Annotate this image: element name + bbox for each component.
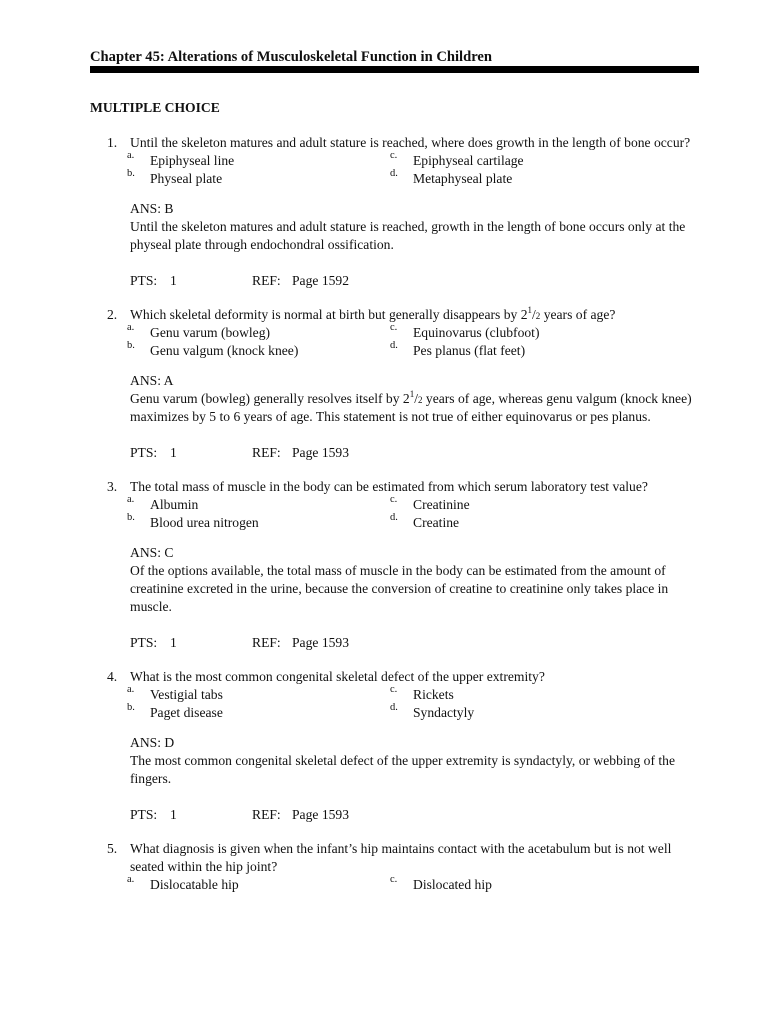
answer-block [0,734,700,788]
reference-value: Page 1592 [292,273,350,288]
option-a [127,874,380,894]
points-reference-row [130,634,768,652]
reference-value: Page 1593 [292,445,350,460]
option-a [127,684,380,704]
question-number: 3. [107,479,118,494]
question-text-end: years of age? [540,307,616,322]
option-text: Genu varum (bowleg) [150,325,271,340]
option-b [127,512,380,532]
fraction-numerator: 1 [409,389,415,399]
option-c [390,150,643,170]
points-label: PTS: [130,807,158,822]
points-reference-row [130,272,768,290]
option-letter: a. [127,494,135,505]
option-letter: a. [127,150,135,161]
question-3 [0,478,768,652]
question-1 [0,134,768,290]
option-letter: b. [127,340,135,351]
points-label: PTS: [130,635,158,650]
option-text: Albumin [150,497,199,512]
points-reference-row [130,806,768,824]
answer-block [0,200,700,254]
question-text: What is the most common congenital skeletal defect of the upper extremity? [130,669,545,684]
question-number: 2. [107,307,118,322]
question-text: Until the skeleton matures and adult stature is reached, where does growth in the length of bone occur? [130,135,691,150]
answer-key: ANS: B [130,201,174,216]
chapter-title: Chapter 45: Alterations of Musculoskeletal Function in Children [90,49,493,65]
reference-value: Page 1593 [292,807,350,822]
reference-label: REF: [252,273,281,288]
option-b [127,340,380,360]
option-c [390,494,643,514]
option-a [127,150,380,170]
option-letter: d. [390,168,398,179]
question-number: 5. [107,841,118,856]
option-text: Physeal plate [150,171,223,186]
option-letter: b. [127,702,135,713]
option-letter: c. [390,150,398,161]
points-label: PTS: [130,445,158,460]
fraction-slash: / [414,391,419,406]
option-text: Rickets [413,687,454,702]
option-d [390,168,643,188]
option-a [127,322,380,342]
answer-key: ANS: A [130,373,174,388]
rationale: Of the options available, the total mass of muscle in the body can be estimated from the amount of creatinine excreted in the urine, because the conversion of creatine to creatinine only takes place in muscle. [130,563,669,614]
question-text: What diagnosis is given when the infant’s hip maintains contact with the acetabulum but is not well seated within the hip joint? [130,841,672,874]
option-c [390,322,643,342]
question-stem [0,668,700,686]
option-text: Dislocatable hip [150,877,239,892]
answer-key: ANS: C [130,545,174,560]
option-letter: b. [127,168,135,179]
rationale: Until the skeleton matures and adult stature is reached, growth in the length of bone occurs only at the physeal plate through endochondral ossification. [130,219,686,252]
option-letter: c. [390,322,398,333]
option-letter: b. [127,512,135,523]
option-b [127,702,380,722]
option-text: Creatine [413,515,460,530]
answer-options [127,684,700,722]
reference-value: Page 1593 [292,635,350,650]
option-text: Pes planus (flat feet) [413,343,526,358]
section-title: MULTIPLE CHOICE [90,100,220,115]
option-d [390,702,643,722]
option-text: Blood urea nitrogen [150,515,259,530]
option-text: Epiphyseal line [150,153,235,168]
answer-options [127,150,700,188]
option-text: Epiphyseal cartilage [413,153,524,168]
option-c [390,684,643,704]
points-value: 1 [170,273,177,288]
option-d [390,512,643,532]
rationale: Genu varum (bowleg) generally resolves itself by 2 [130,391,410,406]
fraction-numerator: 1 [527,305,533,315]
question-list [0,134,768,912]
option-text: Paget disease [150,705,223,720]
points-value: 1 [170,635,177,650]
option-letter: c. [390,874,398,885]
question-stem [0,306,700,324]
fraction-denominator: 2 [418,395,423,405]
question-2 [0,306,768,462]
option-letter: d. [390,702,398,713]
question-4 [0,668,768,824]
option-d [390,340,643,360]
option-letter: c. [390,684,398,695]
option-text: Creatinine [413,497,470,512]
option-letter: d. [390,340,398,351]
rationale-end: years of age, whereas genu valgum (knock knee) maximizes by 5 to 6 years of age. This statement is not true of either equinovarus or pes planus. [130,391,692,424]
reference-label: REF: [252,445,281,460]
fraction-slash: / [532,307,536,322]
header-rule [90,66,699,73]
option-a [127,494,380,514]
question-stem [0,478,700,496]
option-text: Genu valgum (knock knee) [150,343,299,358]
question-stem [0,840,700,876]
option-text: Equinovarus (clubfoot) [413,325,540,340]
answer-options [127,874,700,912]
points-label: PTS: [130,273,158,288]
option-letter: a. [127,684,135,695]
answer-block [0,544,700,616]
option-text: Syndactyly [413,705,475,720]
option-b [127,168,380,188]
question-text: Which skeletal deformity is normal at birth but generally disappears by 2 [130,307,528,322]
option-c [390,874,643,894]
reference-label: REF: [252,807,281,822]
answer-key: ANS: D [130,735,175,750]
fraction-denominator: 2 [535,311,541,321]
option-text: Vestigial tabs [150,687,223,702]
points-value: 1 [170,445,177,460]
rationale: The most common congenital skeletal defect of the upper extremity is syndactyly, or webbing of the fingers. [130,753,675,786]
option-text: Metaphyseal plate [413,171,513,186]
question-text: The total mass of muscle in the body can be estimated from which serum laboratory test value? [130,479,648,494]
option-letter: d. [390,512,398,523]
question-stem [0,134,700,152]
option-letter: a. [127,322,135,333]
question-number: 4. [107,669,118,684]
reference-label: REF: [252,635,281,650]
option-letter: a. [127,874,135,885]
points-reference-row [130,444,768,462]
option-letter: c. [390,494,398,505]
answer-options [127,494,700,532]
question-5 [0,840,768,912]
points-value: 1 [170,807,177,822]
option-text: Dislocated hip [413,877,492,892]
answer-block [0,372,700,426]
question-number: 1. [107,135,118,150]
answer-options [127,322,700,360]
